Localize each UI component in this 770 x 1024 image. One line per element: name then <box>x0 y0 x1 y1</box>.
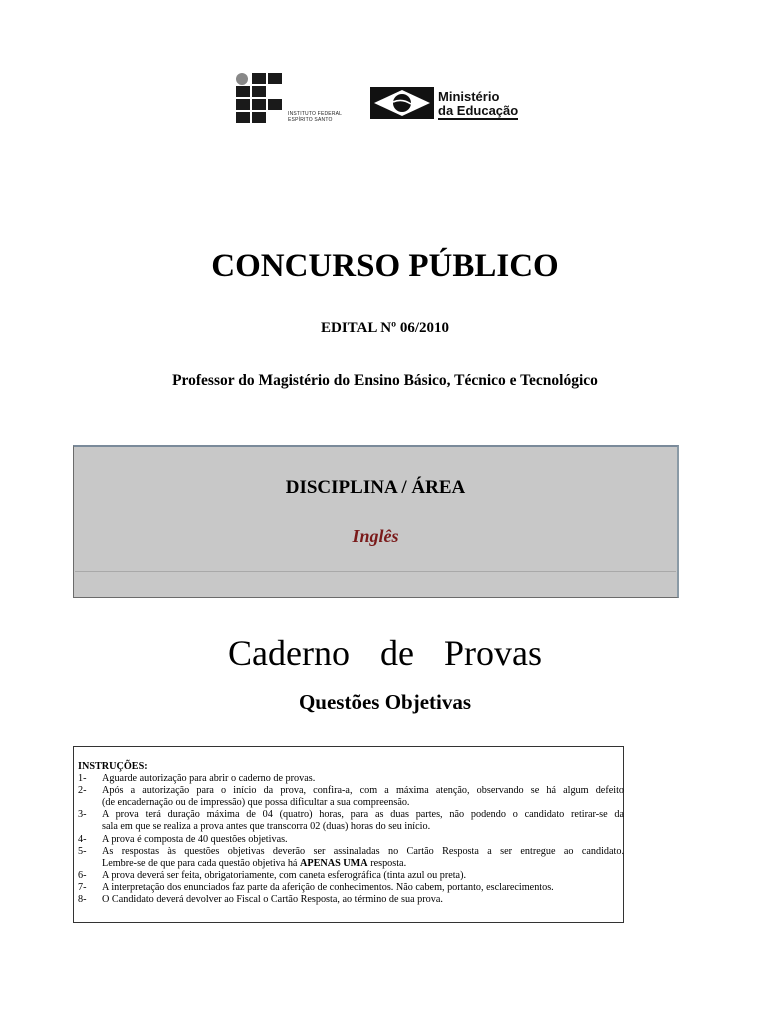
instruction-text: (de encadernação ou de impressão) que possa dificultar a sua compreensão. <box>102 797 410 809</box>
page-title: CONCURSO PÚBLICO <box>211 248 559 284</box>
ministry-logo <box>370 84 540 122</box>
instruction-text: A prova é composta de 40 questões objetivas. <box>102 833 288 845</box>
instruction-number: 3- <box>78 809 87 821</box>
brazil-flag-icon <box>370 87 434 119</box>
instruction-number: 5- <box>78 845 87 857</box>
instruction-number: 7- <box>78 882 87 893</box>
instruction-number: 8- <box>78 894 87 906</box>
instructions-box <box>73 746 624 923</box>
institute-logo <box>236 73 356 127</box>
ministry-logo-text: Ministério da Educação <box>438 89 519 118</box>
instruction-text: Aguarde autorização para abrir o caderno de provas. <box>102 773 316 785</box>
discipline-label: DISCIPLINA / ÁREA <box>285 477 466 498</box>
discipline-box <box>73 445 679 598</box>
instruction-text: O Candidato deverá devolver ao Fiscal o Cartão Resposta, ao término de sua prova. <box>102 894 443 906</box>
instruction-text: A prova deverá ser feita, obrigatoriamente, com caneta esferográfica (tinta azul ou preta). <box>102 869 467 881</box>
instruction-number: 2- <box>78 785 87 797</box>
instruction-text: Após a autorização para o início da prova, confira-a, com a máxima atenção, observando se há algum defeito <box>102 785 624 797</box>
discipline-value: Inglês <box>352 526 399 546</box>
instruction-text: sala em que se realiza a prova antes que transcorra 02 (duas) horas do seu início. <box>102 821 431 833</box>
instruction-text: A prova terá duração máxima de 04 (quatro) horas, para as duas partes, não podendo o candidato retirar-se da <box>102 809 624 821</box>
position-title: Professor do Magistério do Ensino Básico, Técnico e Tecnológico <box>172 372 598 389</box>
instruction-text: Lembre-se de que para cada questão objetiva há APENAS UMA resposta. <box>102 857 407 869</box>
instruction-number: 1- <box>78 773 87 785</box>
instruction-text: As respostas às questões objetivas deverão ser assinaladas no Cartão Resposta a ser entregue ao candidato. <box>102 845 624 857</box>
instruction-number: 4- <box>78 833 87 845</box>
divider <box>75 571 676 572</box>
instruction-number: 6- <box>78 869 87 881</box>
edital-number: EDITAL Nº 06/2010 <box>320 320 450 336</box>
booklet-subtitle: Questões Objetivas <box>298 690 472 714</box>
institute-logo-text: INSTITUTO FEDERAL ESPÍRITO SANTO <box>288 111 343 123</box>
booklet-title: Caderno de Provas <box>228 633 542 673</box>
instruction-text: A interpretação dos enunciados faz parte da aferição de conhecimentos. Não cabem, portanto, esclarecimentos. <box>102 882 554 893</box>
instructions-heading: INSTRUÇÕES: <box>78 761 148 772</box>
